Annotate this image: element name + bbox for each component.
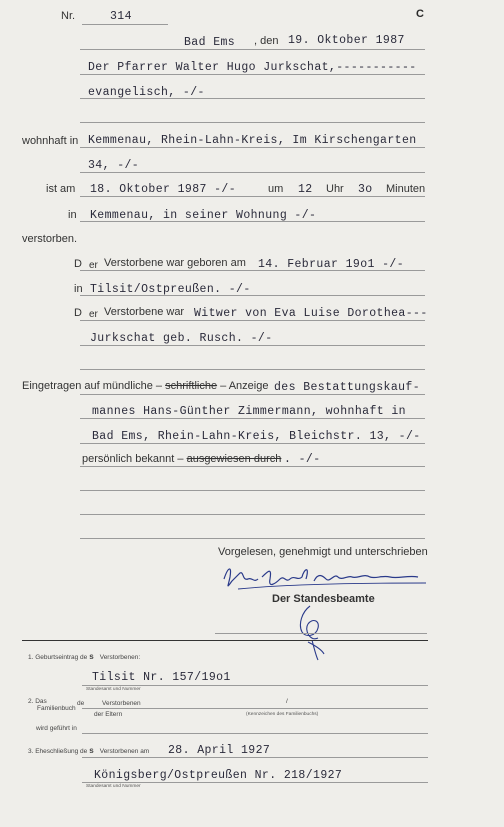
deceased-name: Der Pfarrer Walter Hugo Jurkschat,----------- [88, 61, 417, 74]
f1-verst: Verstorbenen: [99, 654, 141, 661]
birth-d: D [74, 258, 82, 270]
death-minutes: 3o [358, 183, 373, 196]
birth-er: er [89, 260, 98, 271]
registry-place: Bad Ems [184, 36, 236, 49]
um-label: um [268, 183, 284, 195]
f3-s: s [89, 746, 94, 755]
nr-label: Nr. [61, 10, 76, 22]
birth-date: 14. Februar 19o1 -/- [258, 258, 405, 271]
rule-6 [80, 172, 425, 173]
f2-label-b: Familienbuch [37, 705, 76, 712]
rule-f3 [82, 757, 428, 758]
f3-label [28, 746, 149, 755]
f1-value: Tilsit Nr. 157/19o1 [92, 671, 231, 684]
rule-5 [80, 147, 425, 148]
f2-wird: wird geführt in [36, 725, 77, 732]
birth-label: Verstorbene war geboren am [104, 257, 246, 269]
minuten-label: Minuten [386, 183, 426, 195]
rule-16 [80, 443, 425, 444]
f2-de: de [77, 700, 85, 707]
death-in-label: in [68, 209, 77, 221]
spouse-label: Verstorbene war [104, 306, 185, 318]
rule-9 [80, 270, 425, 271]
nr-rule [82, 24, 168, 25]
f2-label-a: 2. Das [28, 698, 47, 705]
rule-10 [80, 295, 425, 296]
registration-line2: mannes Hans-Günther Zimmermann, wohnhaft in [92, 405, 406, 418]
f1-sub: Standesamt und Nummer [86, 687, 141, 692]
residence-line2: 34, -/- [88, 159, 140, 172]
f3-sub: Standesamt und Nummer [86, 784, 141, 789]
birth-in-label: in [74, 283, 83, 295]
known-struck: ausgewiesen durch [186, 453, 282, 465]
spouse-d: D [74, 307, 82, 319]
informant-signature [218, 561, 430, 595]
rule-1 [80, 49, 425, 50]
f3-label-text: 3. Eheschließung de [28, 748, 88, 755]
death-date: 18. Oktober 1987 -/- [90, 183, 237, 196]
f1-label [28, 652, 140, 661]
residence-label: wohnhaft in [22, 135, 79, 147]
rule-4 [80, 122, 425, 123]
registrar-label: Der Standesbeamte [272, 593, 375, 605]
registration-line1: des Bestattungskauf- [274, 381, 421, 394]
rule-11 [80, 320, 425, 321]
death-hour: 12 [298, 183, 313, 196]
rule-17 [80, 466, 425, 467]
rule-15 [80, 418, 425, 419]
f1-s: s [89, 652, 94, 661]
registration-line3: Bad Ems, Rhein-Lahn-Kreis, Bleichstr. 13, -/- [92, 430, 421, 443]
known-line [82, 453, 281, 465]
registration-label-struck: schriftliche [165, 380, 218, 392]
rule-14 [80, 394, 425, 395]
registration-label-post: – Anzeige [220, 380, 269, 392]
residence-line1: Kemmenau, Rhein-Lahn-Kreis, Im Kirschengarten [88, 134, 417, 147]
f2-eltern: der Eltern [94, 711, 123, 718]
ist-am-label: ist am [46, 183, 76, 195]
registration-label-pre: Eingetragen auf mündliche – [22, 380, 163, 392]
f3-date: 28. April 1927 [168, 744, 271, 757]
rule-f3b [82, 782, 428, 783]
rule-20 [80, 538, 425, 539]
uhr-label: Uhr [326, 183, 344, 195]
known-post: . -/- [284, 453, 321, 466]
rule-f2b [82, 733, 428, 734]
rule-f1 [82, 685, 428, 686]
read-approved-label: Vorgelesen, genehmigt und unterschrieben [218, 546, 428, 558]
f2-kennz: (Kennzeichen des Familienbuchs) [246, 712, 319, 717]
rule-12 [80, 345, 425, 346]
death-place: Kemmenau, in seiner Wohnung -/- [90, 209, 317, 222]
den-label: , den [254, 35, 279, 47]
verstorben-label: verstorben. [22, 233, 78, 245]
known-pre: persönlich bekannt – [82, 453, 184, 465]
rule-sig [215, 633, 427, 634]
f3-value: Königsberg/Ostpreußen Nr. 218/1927 [94, 769, 343, 782]
nr-value: 314 [110, 10, 132, 23]
spouse-line2: Jurkschat geb. Rusch. -/- [90, 332, 273, 345]
f2-slash: / [286, 698, 288, 705]
registrar-signature [288, 602, 332, 662]
rule-7 [80, 196, 425, 197]
rule-f2 [82, 708, 428, 709]
rule-13 [80, 369, 425, 370]
f1-label-text: 1. Geburtseintrag de [28, 654, 88, 661]
registry-date: 19. Oktober 1987 [288, 34, 405, 47]
rule-8 [80, 221, 425, 222]
rule-2 [80, 74, 425, 75]
rule-19 [80, 514, 425, 515]
spouse-line1: Witwer von Eva Luise Dorothea--- [194, 307, 428, 320]
section-divider [22, 640, 428, 641]
corner-mark: C [416, 8, 424, 20]
registration-label [22, 380, 268, 392]
f2-verst: Verstorbenen [102, 700, 141, 707]
birth-place: Tilsit/Ostpreußen. -/- [90, 283, 251, 296]
rule-18 [80, 490, 425, 491]
rule-3 [80, 98, 425, 99]
spouse-er: er [89, 309, 98, 320]
deceased-religion: evangelisch, -/- [88, 86, 205, 99]
f3-verst: Verstorbenen am [99, 748, 150, 755]
